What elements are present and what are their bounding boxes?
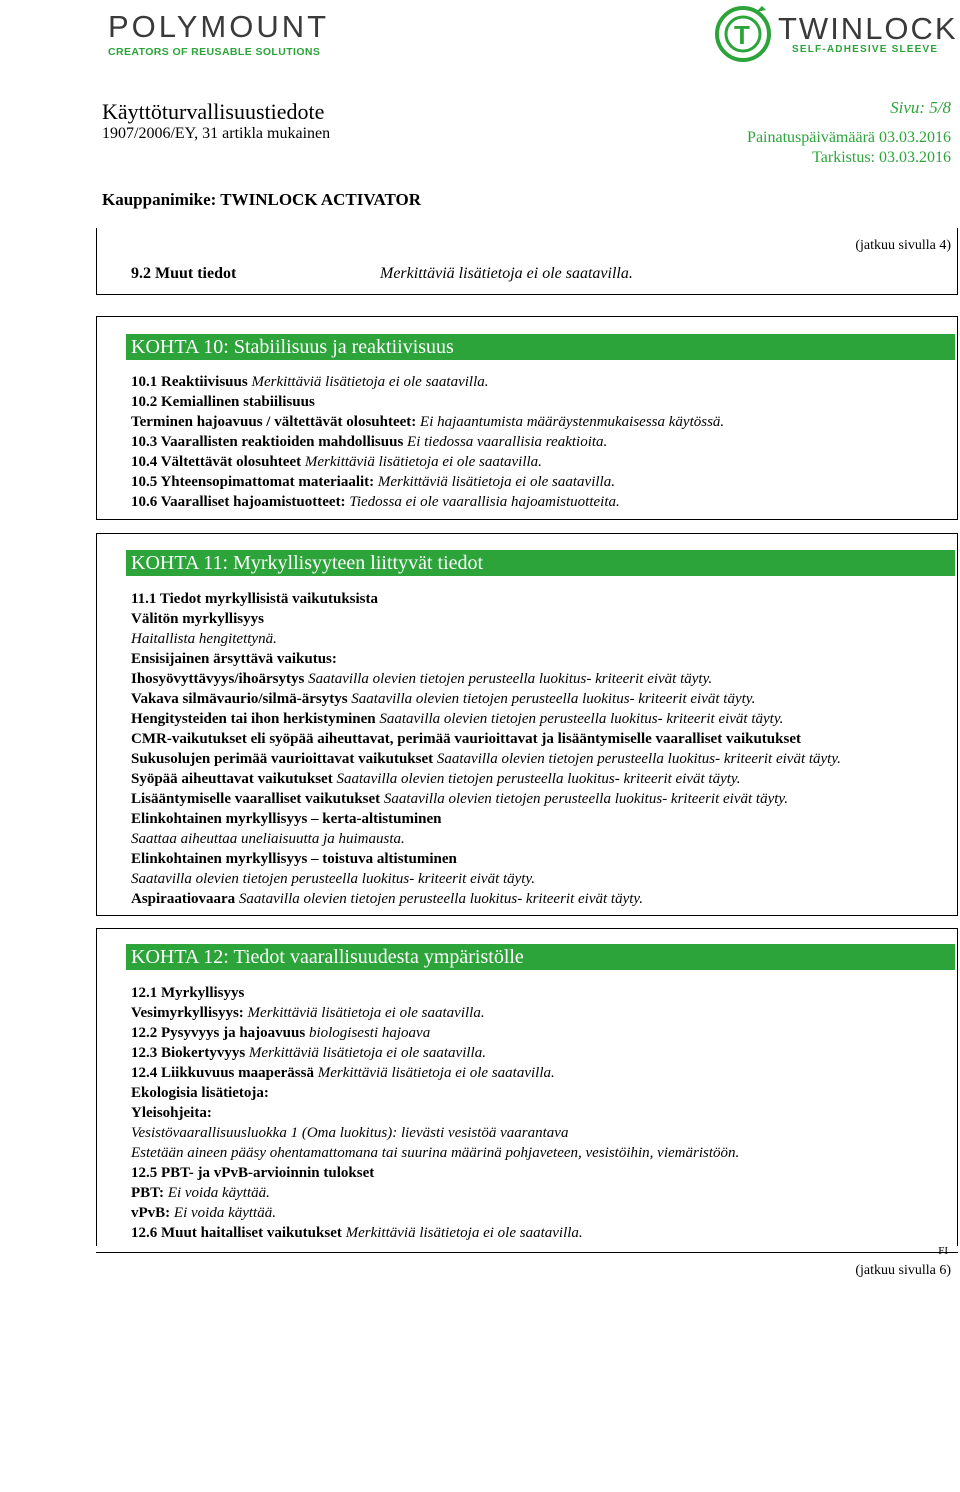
sec10-line	[131, 472, 615, 492]
sec11-line-label: Aspiraatiovaara	[131, 891, 236, 907]
sec11-line	[131, 809, 441, 829]
sec11-line	[131, 729, 801, 749]
sec11-line-label: Sukusolujen perimää vaurioittavat vaikutukset	[131, 751, 434, 767]
sec12-line-text: biologisesti hajoava	[305, 1025, 431, 1041]
sec10-line	[131, 392, 315, 412]
sec11-line	[131, 629, 277, 649]
sec11-line-text: Saatavilla olevien tietojen perusteella luokitus- kriteerit eivät täyty.	[380, 791, 788, 807]
sec11-line-label: Välitön myrkyllisyys	[131, 611, 264, 627]
svg-text:T: T	[734, 20, 750, 50]
continued-from-note: (jatkuu sivulla 4)	[855, 238, 951, 253]
sec11-line-text: Saatavilla olevien tietojen perusteella luokitus- kriteerit eivät täyty.	[332, 771, 741, 787]
sec12-line-label: Ekologisia lisätietoja:	[131, 1085, 269, 1101]
sec11-line-label: Ensisijainen ärsyttävä vaikutus:	[131, 651, 337, 667]
sec10-line-text: Merkittäviä lisätietoja ei ole saatavilla.	[247, 374, 489, 390]
sec12-line-text: Merkittäviä lisätietoja ei ole saatavilla.	[313, 1065, 555, 1081]
sec9-2-text: Merkittäviä lisätietoja ei ole saatavilla.	[380, 265, 633, 282]
sec11-line-text: Saatavilla olevien tietojen perusteella luokitus- kriteerit eivät täyty.	[131, 871, 536, 887]
sec10-line-label: 10.6 Vaaralliset hajoamistuotteet:	[131, 494, 346, 510]
sec12-line	[131, 1203, 276, 1223]
sec11-line-text: Saatavilla olevien tietojen perusteella luokitus- kriteerit eivät täyty.	[235, 891, 643, 907]
sec12-line-label: Yleisohjeita:	[131, 1105, 212, 1121]
sec12-line-label: PBT:	[131, 1185, 165, 1201]
sec9-2-label: 9.2 Muut tiedot	[131, 265, 237, 282]
sec10-line-label: 10.2 Kemiallinen stabiilisuus	[131, 394, 315, 410]
twinlock-logo-tagline: SELF-ADHESIVE SLEEVE	[792, 44, 939, 55]
sec10-line-text: Merkittäviä lisätietoja ei ole saatavilla.	[301, 454, 542, 470]
polymount-logo-name: POLYMOUNT	[108, 9, 330, 44]
sec10-line-text: Ei hajaantumista määräystenmukaisessa käytössä.	[416, 414, 725, 430]
sec12-line-label: 12.1 Myrkyllisyys	[131, 985, 245, 1001]
sec12-line	[131, 1143, 739, 1163]
sec11-line-text: Saattaa aiheuttaa uneliaisuutta ja huimausta.	[131, 831, 405, 847]
sec11-line	[131, 709, 783, 729]
sec11-line-text: Saatavilla olevien tietojen perusteella luokitus- kriteerit eivät täyty.	[433, 751, 841, 767]
sec10-line-text: Ei tiedossa vaarallisia reaktioita.	[403, 434, 608, 450]
sec12-line	[131, 1223, 583, 1243]
sec12-line-label: 12.4 Liikkuvuus maaperässä	[131, 1065, 314, 1081]
sec11-line-label: Lisääntymiselle vaaralliset vaikutukset	[131, 791, 381, 807]
section-12-title: KOHTA 12: Tiedot vaarallisuudesta ympäristölle	[126, 944, 955, 970]
sec10-line	[131, 372, 489, 392]
sec11-line	[131, 669, 712, 689]
sec10-line	[131, 452, 542, 472]
sec11-line-label: Hengitysteiden tai ihon herkistyminen	[131, 711, 376, 727]
sec12-line-text: Ei voida käyttää.	[170, 1205, 276, 1221]
section-9-box	[96, 228, 958, 295]
sec12-line-label: 12.2 Pysyvyys ja hajoavuus	[131, 1025, 306, 1041]
sec11-line	[131, 749, 841, 769]
sec11-line	[131, 589, 378, 609]
twinlock-logo-name: TWINLOCK	[778, 11, 958, 46]
regulation-note: 1907/2006/EY, 31 artikla mukainen	[102, 125, 331, 142]
sec11-line-label: Elinkohtainen myrkyllisyys – toistuva altistuminen	[131, 851, 457, 867]
sec11-line-label: Elinkohtainen myrkyllisyys – kerta-altistuminen	[131, 811, 442, 827]
sec10-line-text: Merkittäviä lisätietoja ei ole saatavilla.	[374, 474, 615, 490]
section-11-title: KOHTA 11: Myrkyllisyyteen liittyvät tiedot	[126, 550, 955, 576]
language-code: FI	[938, 1245, 948, 1257]
sec11-line-text: Saatavilla olevien tietojen perusteella luokitus- kriteerit eivät täyty.	[304, 671, 713, 687]
sec12-line	[131, 1063, 555, 1083]
sec10-line	[131, 412, 724, 432]
sec11-line-label: CMR-vaikutukset eli syöpää aiheuttavat, perimää vaurioittavat ja lisääntymiselle vaaralliset vaikutukset	[131, 731, 801, 747]
trade-name: Kauppanimike: TWINLOCK ACTIVATOR	[102, 190, 421, 209]
sec12-line	[131, 1123, 568, 1143]
sec11-line-label: Syöpää aiheuttavat vaikutukset	[131, 771, 333, 787]
sec11-line	[131, 789, 788, 809]
continued-to-note: (jatkuu sivulla 6)	[855, 1263, 951, 1278]
sec10-line	[131, 432, 607, 452]
sec11-line-label: Vakava silmävaurio/silmä-ärsytys	[131, 691, 348, 707]
sec12-line	[131, 1183, 270, 1203]
sec11-line-text: Haitallista hengitettynä.	[131, 631, 277, 647]
polymount-logo-tagline: CREATORS OF REUSABLE SOLUTIONS	[108, 46, 321, 58]
sec11-line	[131, 849, 457, 869]
sec12-line	[131, 1043, 486, 1063]
sec11-line	[131, 689, 755, 709]
sec11-line-text: Saatavilla olevien tietojen perusteella luokitus- kriteerit eivät täyty.	[347, 691, 756, 707]
sec11-line	[131, 609, 264, 629]
sec11-line	[131, 769, 741, 789]
page-number: Sivu: 5/8	[890, 98, 951, 117]
sec11-line	[131, 869, 535, 889]
sec12-line-text: Merkittäviä lisätietoja ei ole saatavilla.	[245, 1045, 486, 1061]
sec11-line-label: 11.1 Tiedot myrkyllisistä vaikutuksista	[131, 591, 379, 607]
sec12-line	[131, 1083, 269, 1103]
sec12-line-text: Ei voida käyttää.	[164, 1185, 270, 1201]
sec12-line	[131, 1103, 212, 1123]
sec11-line	[131, 829, 405, 849]
sec12-line-label: Vesimyrkyllisyys:	[131, 1005, 244, 1021]
sec10-line-label: 10.3 Vaarallisten reaktioiden mahdollisuus	[131, 434, 404, 450]
sec12-line	[131, 1023, 430, 1043]
sec10-line	[131, 492, 620, 512]
document-title: Käyttöturvallisuustiedote	[102, 99, 325, 124]
print-date: Painatuspäivämäärä 03.03.2016	[747, 129, 951, 146]
section-10-title: KOHTA 10: Stabiilisuus ja reaktiivisuus	[126, 334, 955, 360]
sec11-line-label: Ihosyövyttävyys/ihoärsytys	[131, 671, 305, 687]
sec12-line-label: vPvB:	[131, 1205, 171, 1221]
sec10-line-label: 10.1 Reaktiivisuus	[131, 374, 248, 390]
sec10-line-text: Tiedossa ei ole vaarallisia hajoamistuotteita.	[345, 494, 620, 510]
twinlock-emblem-icon	[712, 2, 776, 64]
sec12-line	[131, 1163, 374, 1183]
sec12-line-text: Vesistövaarallisuusluokka 1 (Oma luokitus): lievästi vesistöä vaarantava	[131, 1125, 569, 1141]
revision-date: Tarkistus: 03.03.2016	[812, 149, 951, 166]
sec10-line-label: 10.5 Yhteensopimattomat materiaalit:	[131, 474, 375, 490]
sec12-line-text: Estetään aineen pääsy ohentamattomana tai suurina määrinä pohjaveteen, vesistöihin, viemäristöön.	[131, 1145, 740, 1161]
polymount-logo	[108, 10, 358, 56]
sec11-line	[131, 649, 337, 669]
sec10-line-label: 10.4 Vältettävät olosuhteet	[131, 454, 302, 470]
sec11-line-text: Saatavilla olevien tietojen perusteella luokitus- kriteerit eivät täyty.	[375, 711, 784, 727]
twinlock-logo	[712, 2, 957, 64]
sec12-line-label: 12.5 PBT- ja vPvB-arvioinnin tulokset	[131, 1165, 375, 1181]
sec12-line-label: 12.6 Muut haitalliset vaikutukset	[131, 1225, 342, 1241]
sec12-line-label: 12.3 Biokertyvyys	[131, 1045, 246, 1061]
footer-rule	[96, 1252, 958, 1253]
sec11-line	[131, 889, 643, 909]
sec12-line	[131, 983, 244, 1003]
sec12-line-text: Merkittäviä lisätietoja ei ole saatavilla.	[341, 1225, 583, 1241]
sec12-line	[131, 1003, 485, 1023]
sec10-line-label: Terminen hajoavuus / vältettävät olosuhteet:	[131, 414, 417, 430]
sec12-line-text: Merkittäviä lisätietoja ei ole saatavilla.	[243, 1005, 485, 1021]
